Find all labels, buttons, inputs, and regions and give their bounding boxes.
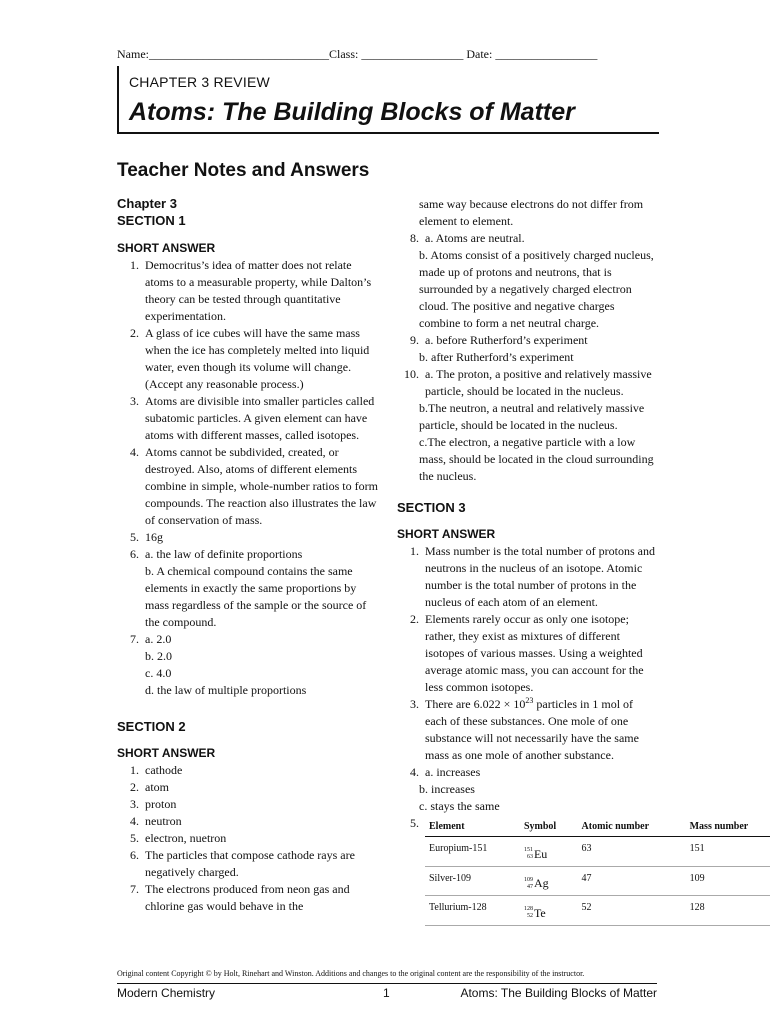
name-label: Name: (117, 47, 149, 61)
list-item (397, 366, 657, 400)
list-item (117, 813, 379, 830)
list-item (117, 325, 379, 393)
list-item (117, 796, 379, 813)
item-number: 9. (410, 333, 419, 347)
class-label: Class: (329, 47, 359, 61)
item-text: Mass number is the total number of protons and neutrons in the nucleus of an isotope. Atomic number is the total number of protons in the nucleus of each atom of an element. (425, 544, 655, 609)
list-item (117, 830, 379, 847)
item-number: 10. (404, 367, 419, 381)
item-text: a. before Rutherford’s experiment (425, 333, 588, 347)
sub-answer: b. after Rutherford’s experiment (419, 350, 574, 364)
list-item (397, 611, 657, 696)
student-info-line (117, 47, 597, 62)
short-answer-heading: SHORT ANSWER (117, 241, 216, 255)
list-item (117, 881, 379, 915)
sub-answer: b. increases (419, 782, 475, 796)
item-number: 6. (130, 848, 139, 862)
text-part: There are 6.022 × 10 (425, 697, 526, 711)
symbol-cell (520, 896, 578, 926)
element-cell: Europium-151 (425, 837, 520, 867)
item-number: 4. (130, 445, 139, 459)
item-number: 7. (130, 632, 139, 646)
text-part: particles in 1 mol of each of these substances. One mole of one substance will not necessarily have the same mass as one mole of another substance. (425, 697, 639, 762)
item-number: 2. (130, 780, 139, 794)
item-text: The particles that compose cathode rays are negatively charged. (145, 848, 355, 879)
item-text: Atoms cannot be subdivided, created, or destroyed. Also, atoms of different elements combine in simple, whole-number ratios to form compounds. The reaction also illustrates the law of conservation of mass. (145, 445, 378, 527)
short-answer-heading: SHORT ANSWER (117, 746, 216, 760)
element-symbol: Ag (533, 876, 549, 890)
list-item (397, 543, 657, 611)
section-3-heading: SECTION 3 (397, 500, 466, 515)
atomic-number-cell: 47 (578, 866, 686, 896)
item-text: electron, nuetron (145, 831, 227, 845)
mass-number-cell: 151 (686, 837, 770, 867)
item-number: 5. (410, 816, 419, 830)
mass-superscript: 128 (523, 906, 533, 912)
section-1-heading: SECTION 1 (117, 213, 186, 228)
right-column (397, 196, 749, 926)
sub-answer: b. Atoms consist of a positively charged nucleus, made up of protons and neutrons, that is surrounded by a negatively charged electron cloud. The positive and negative charges combine to form a net neutral charge. (419, 248, 654, 330)
table-header-row (425, 817, 770, 837)
item-number: 1. (410, 544, 419, 558)
copyright-notice: Original content Copyright © by Holt, Rinehart and Winston. Additions and changes to the original content are the responsibility of the instructor. (117, 969, 585, 978)
list-item (397, 764, 657, 781)
item-number: 5. (130, 530, 139, 544)
date-blank: _________________ (495, 47, 598, 61)
sub-answer: c. stays the same (419, 799, 500, 813)
element-symbol: Te (533, 905, 546, 920)
name-blank: ______________________________ (149, 47, 329, 61)
item-number: 2. (410, 612, 419, 626)
column-header: Symbol (520, 817, 578, 837)
mass-number-cell: 109 (686, 866, 770, 896)
list-item (117, 546, 379, 563)
sub-answer: b. 2.0 (145, 649, 172, 663)
date-label: Date: (466, 47, 493, 61)
left-column (117, 195, 379, 915)
continued-answer: same way because electrons do not differ from element to element. (419, 197, 644, 228)
isotope-table (425, 817, 770, 926)
atomic-subscript: 63 (526, 854, 533, 860)
list-item (397, 815, 749, 926)
atomic-number-cell: 63 (578, 837, 686, 867)
item-number: 2. (130, 326, 139, 340)
short-answer-heading: SHORT ANSWER (397, 527, 496, 541)
column-header: Element (425, 817, 520, 837)
atomic-subscript: 47 (526, 883, 533, 890)
item-text: a. Atoms are neutral. (425, 231, 525, 245)
item-text: atom (145, 780, 169, 794)
atomic-subscript: 52 (526, 913, 533, 919)
symbol-cell (520, 866, 578, 896)
item-text: a. The proton, a positive and relatively massive particle, should be located in the nucleus. (425, 367, 652, 398)
chapter-title: Atoms: The Building Blocks of Matter (129, 98, 575, 126)
list-item (117, 762, 379, 779)
column-header: Mass number (686, 817, 770, 837)
footer-chapter-title: Atoms: The Building Blocks of Matter (460, 986, 657, 1000)
table-row (425, 837, 770, 867)
table-row (425, 866, 770, 896)
item-text (425, 696, 657, 764)
item-number: 3. (130, 797, 139, 811)
list-item (117, 393, 379, 444)
item-text: cathode (145, 763, 183, 777)
sub-answer: c. 4.0 (145, 666, 172, 680)
list-item (117, 257, 379, 325)
item-text: 16g (145, 530, 163, 544)
item-text: proton (145, 797, 177, 811)
item-number: 4. (130, 814, 139, 828)
sub-answer: b. A chemical compound contains the same elements in exactly the same proportions by mass regardless of the sample or the source of the compound. (145, 564, 367, 629)
mass-superscript: 109 (523, 876, 533, 883)
list-item (397, 332, 657, 349)
item-text: A glass of ice cubes will have the same mass when the ice has completely melted into liquid water, even though its volume will change. (Accept any reasonable process.) (145, 326, 370, 391)
item-number: 3. (410, 697, 419, 711)
mass-number-cell: 128 (686, 896, 770, 926)
atomic-number-cell: 52 (578, 896, 686, 926)
list-item (117, 631, 379, 648)
item-text: The electrons produced from neon gas and chlorine gas would behave in the (145, 882, 350, 913)
item-number: 8. (410, 231, 419, 245)
sub-answer: c.The electron, a negative particle with a low mass, should be located in the cloud surrounding the nucleus. (419, 435, 654, 483)
item-number: 1. (130, 258, 139, 272)
column-header: Atomic number (578, 817, 686, 837)
element-cell: Silver-109 (425, 866, 520, 896)
element-symbol: Eu (533, 846, 548, 861)
list-item (117, 444, 379, 529)
sub-answer: d. the law of multiple proportions (145, 683, 307, 697)
element-cell: Tellurium-128 (425, 896, 520, 926)
table-row (425, 896, 770, 926)
chapter-header (117, 66, 659, 134)
list-item (117, 779, 379, 796)
exponent: 23 (525, 696, 534, 705)
item-text: a. increases (425, 765, 481, 779)
list-item (397, 230, 657, 247)
chapter-label: CHAPTER 3 REVIEW (129, 74, 270, 90)
item-number: 3. (130, 394, 139, 408)
item-text: Elements rarely occur as only one isotope; rather, they exist as mixtures of different isotopes of various masses. Using a weighted average atomic mass, you can account for the less common isotopes. (425, 612, 644, 694)
footer-book-title: Modern Chemistry (117, 986, 216, 1000)
symbol-cell (520, 837, 578, 867)
list-item (117, 847, 379, 881)
item-text: Democritus’s idea of matter does not relate atoms to a measurable property, while Dalton’s theory can be tested through quantitative experimentation. (145, 258, 372, 323)
page-title: Teacher Notes and Answers (117, 160, 370, 181)
item-text: a. 2.0 (145, 632, 172, 646)
chapter-heading: Chapter 3 (117, 196, 177, 211)
list-item (117, 529, 379, 546)
item-table-holder (425, 815, 770, 926)
list-item (397, 696, 657, 764)
item-number: 6. (130, 547, 139, 561)
page-footer (117, 983, 657, 1000)
item-text: neutron (145, 814, 182, 828)
item-number: 1. (130, 763, 139, 777)
mass-superscript: 151 (523, 847, 533, 853)
item-number: 4. (410, 765, 419, 779)
class-blank: _________________ (361, 47, 464, 61)
sub-answer: b.The neutron, a neutral and relatively massive particle, should be located in the nucleus. (419, 401, 645, 432)
item-number: 5. (130, 831, 139, 845)
page-number: 1 (383, 986, 390, 1000)
section-2-heading: SECTION 2 (117, 719, 186, 734)
item-number: 7. (130, 882, 139, 896)
item-text: a. the law of definite proportions (145, 547, 303, 561)
item-text: Atoms are divisible into smaller particles called subatomic particles. A given element can have atoms with different masses, called isotopes. (145, 394, 375, 442)
